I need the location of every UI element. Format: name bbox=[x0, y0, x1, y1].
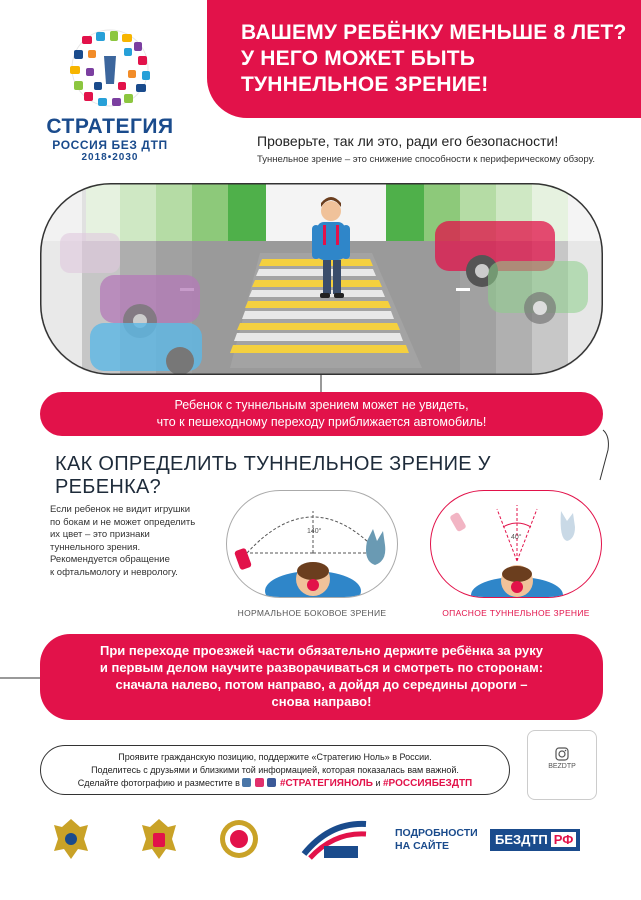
intro-subtitle: Туннельное зрение – это снижение способности к периферическому обзору. bbox=[257, 154, 596, 165]
tunnel-warning-callout bbox=[40, 392, 603, 436]
facebook-icon[interactable] bbox=[267, 778, 276, 787]
advice-line: и первым делом научите разворачиваться и смотреть по сторонам: bbox=[99, 660, 544, 675]
more-info-line: ПОДРОБНОСТИ bbox=[395, 827, 478, 839]
callout-line: Ребенок с туннельным зрением может не увидеть, bbox=[174, 398, 469, 412]
site-domain: РФ bbox=[551, 832, 577, 847]
ministry-emblem-icon bbox=[138, 815, 180, 863]
danger-angle-label: 40° bbox=[511, 534, 522, 541]
advice-line: При переходе проезжей части обязательно держите ребёнка за руку bbox=[99, 643, 543, 658]
instagram-icon bbox=[555, 747, 569, 761]
tunnel-vision-illustration bbox=[430, 490, 602, 598]
vk-icon[interactable] bbox=[242, 778, 251, 787]
logo-years: 2018•2030 bbox=[81, 152, 139, 163]
advice-line: сначала налево, потом направо, а дойдя до середины дороги – bbox=[115, 677, 528, 692]
info-line: Если ребенок не видит игрушки bbox=[50, 504, 191, 515]
coat-of-arms-icon bbox=[50, 815, 92, 863]
logo-subtitle: РОССИЯ БЕЗ ДТП bbox=[52, 138, 168, 152]
logo-title: СТРАТЕГИЯ bbox=[46, 115, 174, 138]
instagram-qr-box[interactable] bbox=[527, 730, 597, 800]
site-link-badge[interactable] bbox=[490, 829, 580, 851]
normal-vision-label: НОРМАЛЬНОЕ БОКОВОЕ ЗРЕНИЕ bbox=[237, 608, 387, 618]
share-line: Сделайте фотографию и разместите в bbox=[77, 778, 240, 788]
strategy-logo bbox=[30, 26, 190, 176]
tunnel-vision-icon bbox=[431, 491, 602, 598]
intro-title: Проверьте, так ли это, ради его безопасности! bbox=[257, 133, 559, 149]
normal-angle-label: 140° bbox=[307, 528, 322, 535]
instagram-icon[interactable] bbox=[255, 778, 264, 787]
info-text bbox=[50, 504, 220, 579]
info-line: их цвет – это признаки bbox=[50, 529, 150, 540]
header-line: У НЕГО МОЖЕТ БЫТЬ bbox=[241, 47, 476, 70]
rsa-logo-icon bbox=[300, 818, 370, 860]
info-line: туннельного зрения. bbox=[50, 541, 141, 553]
hashtag-russia-no-dtp[interactable]: #РОССИЯБЕЗДТП bbox=[383, 778, 473, 789]
crossing-advice-callout bbox=[40, 634, 603, 720]
hashtag-strategy-zero[interactable]: #СТРАТЕГИЯНОЛЬ bbox=[280, 778, 373, 789]
advice-line: снова направо! bbox=[271, 694, 372, 709]
logo-mark-icon bbox=[60, 26, 160, 111]
header-line: ВАШЕМУ РЕБЁНКУ МЕНЬШЕ 8 ЛЕТ? bbox=[241, 21, 627, 44]
share-line: Проявите гражданскую позицию, поддержите «Стратегию Ноль» в России. bbox=[118, 752, 432, 762]
share-and: и bbox=[375, 778, 381, 788]
info-line: Рекомендуется обращение bbox=[50, 554, 170, 565]
site-name: БЕЗДТП bbox=[495, 832, 548, 847]
more-info-line: НА САЙТЕ bbox=[395, 840, 449, 852]
street-scene-illustration bbox=[40, 183, 603, 375]
instagram-handle: BEZDTP bbox=[548, 763, 576, 770]
share-box bbox=[40, 745, 510, 795]
normal-vision-illustration bbox=[226, 490, 398, 598]
share-line: Поделитесь с друзьями и близкими той информацией, которая показалась вам важной. bbox=[91, 765, 459, 775]
traffic-police-emblem-icon bbox=[218, 815, 260, 863]
section-title: КАК ОПРЕДЕЛИТЬ ТУННЕЛЬНОЕ ЗРЕНИЕ У РЕБЕНКА? bbox=[55, 453, 491, 498]
normal-vision-icon bbox=[227, 491, 398, 598]
info-line: по бокам и не может определить bbox=[50, 516, 196, 528]
tunnel-vision-label: ОПАСНОЕ ТУННЕЛЬНОЕ ЗРЕНИЕ bbox=[442, 608, 590, 618]
info-line: к офтальмологу и неврологу. bbox=[50, 566, 178, 578]
header-line: ТУННЕЛЬНОЕ ЗРЕНИЕ! bbox=[241, 73, 489, 96]
share-line-3 bbox=[41, 777, 509, 790]
header-banner bbox=[207, 0, 641, 118]
more-info-text bbox=[395, 827, 478, 853]
callout-line: что к пешеходному переходу приближается автомобиль! bbox=[156, 415, 487, 429]
